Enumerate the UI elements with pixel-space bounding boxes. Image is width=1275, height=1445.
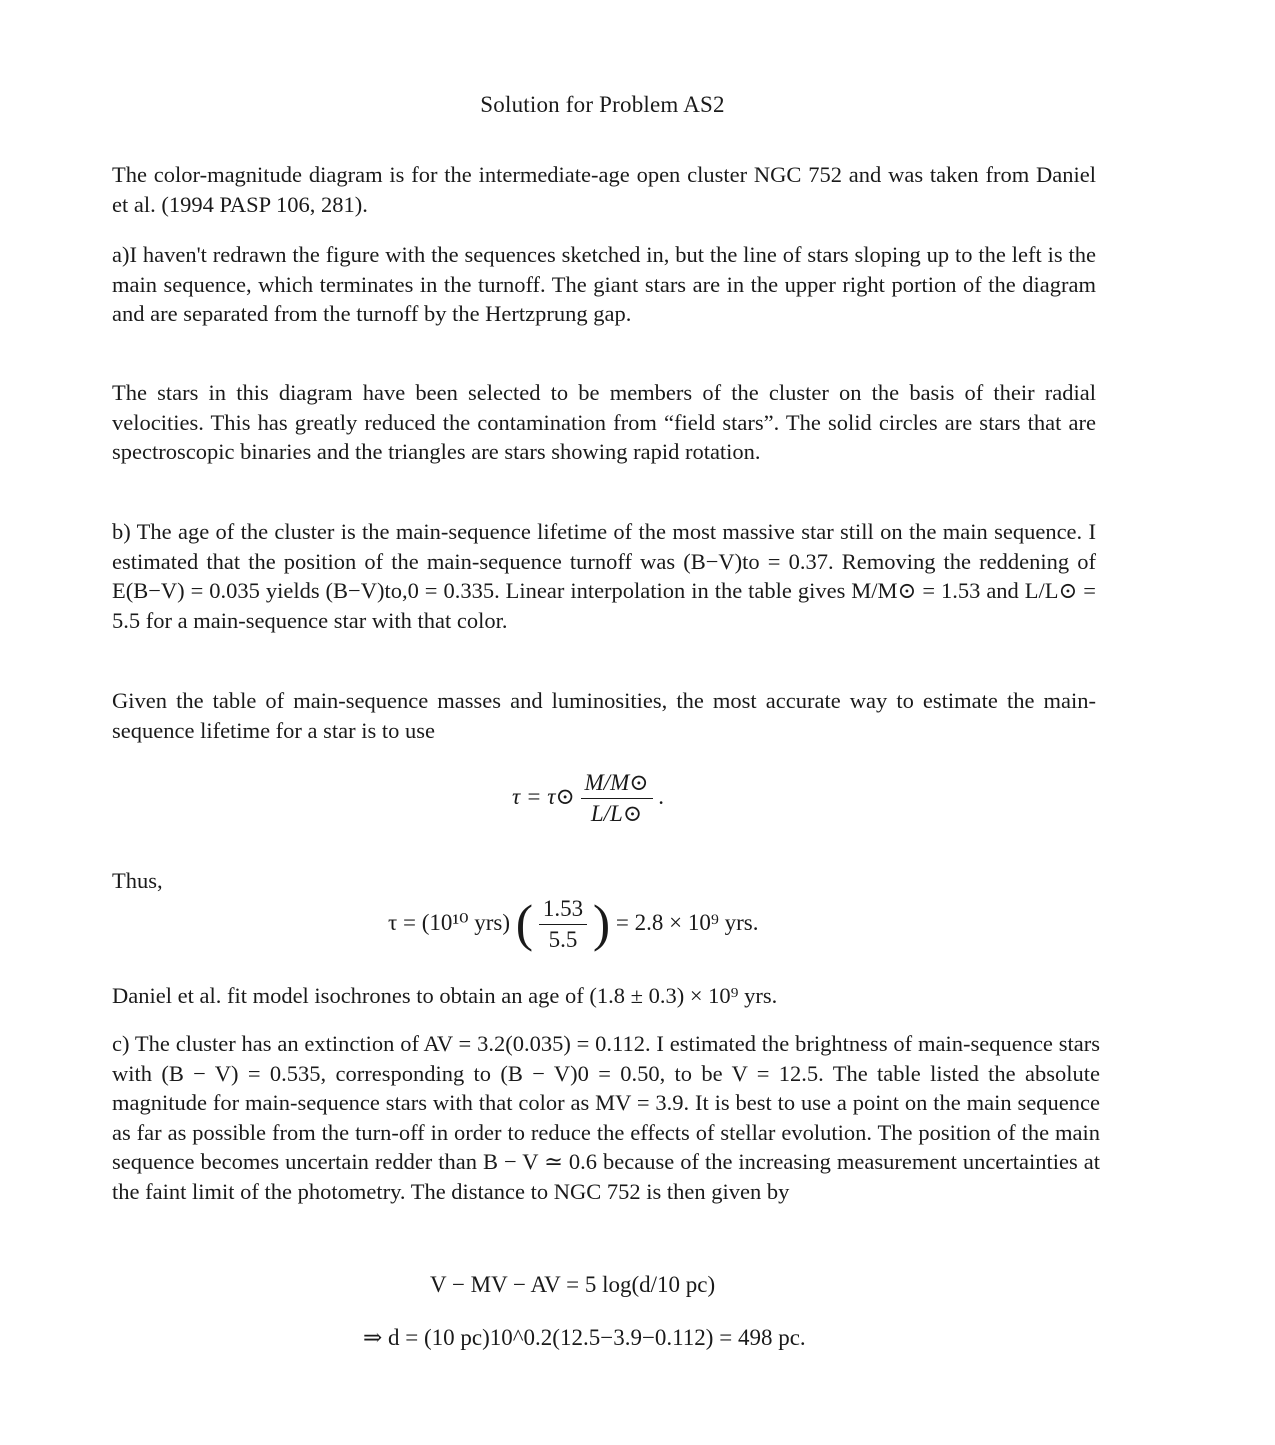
part-a-paragraph: a)I haven't redrawn the figure with the sequences sketched in, but the line of stars sloping up to the left is the main sequence, which terminates in the turnoff. The giant stars are in the upper right portion of the diagram and are separated from the turnoff by the Hertzprung gap. [112,242,1096,327]
age-equation [388,896,759,953]
lifetime-equation-numerator: M/M⊙ [581,770,653,799]
right-paren-glyph: ) [592,895,611,953]
age-equation-rhs: = 2.8 × 10⁹ yrs. [615,909,759,935]
lifetime-equation [512,770,664,827]
lifetime-equation-fraction [581,770,653,827]
part-c-paragraph: c) The cluster has an extinction of AV = 3.2(0.035) = 0.112. I estimated the brightness of main-sequence stars with (B − V) = 0.535, corresponding to (B − V)0 = 0.50, to be V = 12.5. The table listed the absolute magnitude for main-sequence stars with that color as MV = 3.9. It is best to use a point on the main sequence as far as possible from the turn-off in order to reduce the effects of stellar evolution. The position of the main sequence becomes uncertain redder than B − V ≃ 0.6 because of the increasing measurement uncertainties at the faint limit of the photometry. The distance to NGC 752 is then given by [112,1031,1100,1204]
distance-result-equation: ⇒ d = (10 pc)10^0.2(12.5−3.9−0.112) = 498 pc. [363,1325,806,1350]
daniel-age-paragraph: Daniel et al. fit model isochrones to obtain an age of (1.8 ± 0.3) × 10⁹ yrs. [112,983,778,1008]
distance-modulus-equation: V − MV − AV = 5 log(d/10 pc) [430,1272,716,1297]
intro-paragraph: The color-magnitude diagram is for the intermediate-age open cluster NGC 752 and was taken from Daniel et al. (1994 PASP 106, 281). [112,162,1096,217]
age-equation-denominator: 5.5 [548,927,578,952]
age-equation-fraction [539,896,587,953]
age-equation-lhs: τ = (10¹⁰ yrs) [388,909,511,935]
lifetime-equation-period: . [658,783,664,809]
part-b-paragraph: b) The age of the cluster is the main-sequence lifetime of the most massive star still on the main sequence. I estimated that the position of the main-sequence turnoff was (B−V)to = 0.37. Removing the reddening of E(B−V) = 0.035 yields (B−V)to,0 = 0.335. Linear interpolation in the table gives M/M⊙ = 1.53 and L/L⊙ = 5.5 for a main-sequence star with that color. [112,519,1096,633]
lifetime-method-paragraph: Given the table of main-sequence masses and luminosities, the most accurate way to estimate the main-sequence lifetime for a star is to use [112,688,1096,743]
thus-label: Thus, [112,868,163,893]
lifetime-equation-lhs: τ = τ⊙ [512,783,575,809]
left-paren-glyph: ( [515,895,534,953]
membership-paragraph: The stars in this diagram have been selected to be members of the cluster on the basis of their radial velocities. This has greatly reduced the contamination from “field stars”. The solid circles are stars that are spectroscopic binaries and the triangles are stars showing rapid rotation. [112,380,1096,465]
page-title: Solution for Problem AS2 [480,92,725,117]
lifetime-equation-denominator: L/L⊙ [590,801,643,826]
age-equation-numerator: 1.53 [539,896,587,925]
